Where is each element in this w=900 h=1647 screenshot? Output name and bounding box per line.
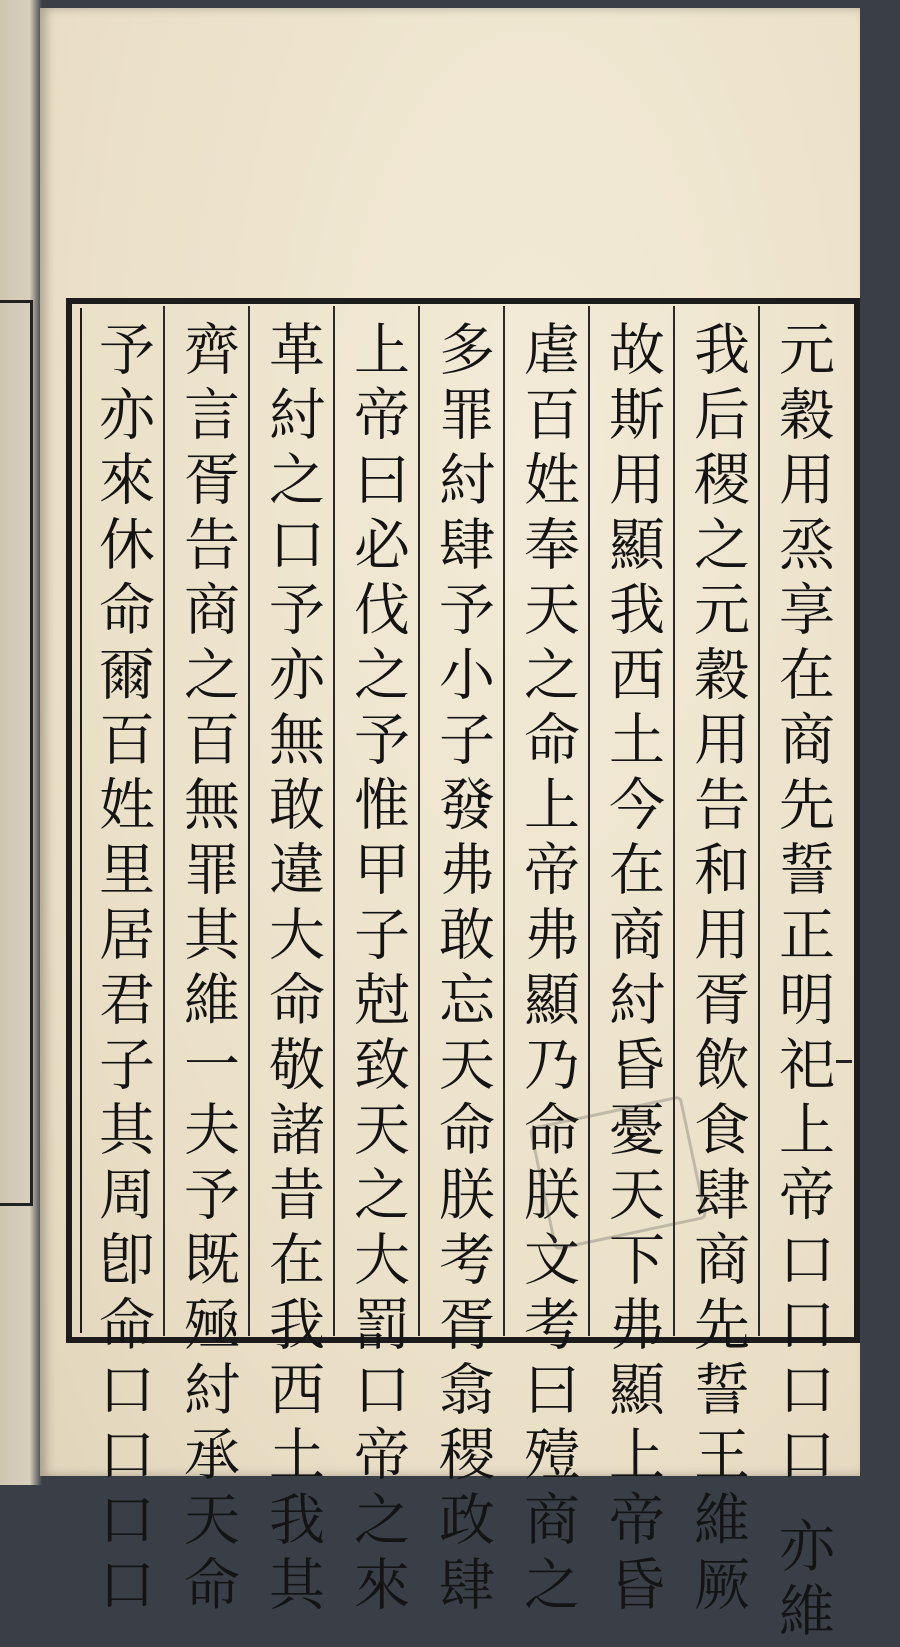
text-column-7: 革紂之口予亦無敢違大命敬諸昔在我西土我其 <box>260 320 325 1620</box>
column-rule <box>333 306 335 1336</box>
text-column-1: 元穀用烝享在商先誓正明祀上帝口口口口 亦維 <box>770 320 835 1647</box>
text-column-2: 我后稷之元穀用告和用胥飲食肆商先誓王維厥 <box>685 320 750 1620</box>
column-rule <box>758 306 760 1336</box>
text-column-3: 故斯用顯我西土今在商紂昏憂天下弗顯上帝昏 <box>600 320 665 1620</box>
text-column-5: 多罪紂肆予小子發弗敢忘天命朕考胥翕稷政肆 <box>430 320 495 1620</box>
previous-page-edge <box>0 0 42 1485</box>
column-rule <box>418 306 420 1336</box>
text-column-4: 虐百姓奉天之命上帝弗顯乃命朕文考曰殪商之 <box>515 320 580 1620</box>
column-rule <box>163 306 165 1336</box>
text-column-8: 齊言胥告商之百無罪其維一夫予既殛紂承天命 <box>175 320 240 1620</box>
background-edge <box>860 0 900 1485</box>
previous-page-frame <box>0 300 33 1206</box>
column-rule <box>503 306 505 1336</box>
text-column-9: 予亦來休命爾百姓里居君子其周卽命口口口口 <box>90 320 155 1620</box>
column-rule <box>248 306 250 1336</box>
text-column-6: 上帝曰必伐之予惟甲子尅致天之大罰口帝之來 <box>345 320 410 1620</box>
folio-mark <box>836 1060 852 1063</box>
